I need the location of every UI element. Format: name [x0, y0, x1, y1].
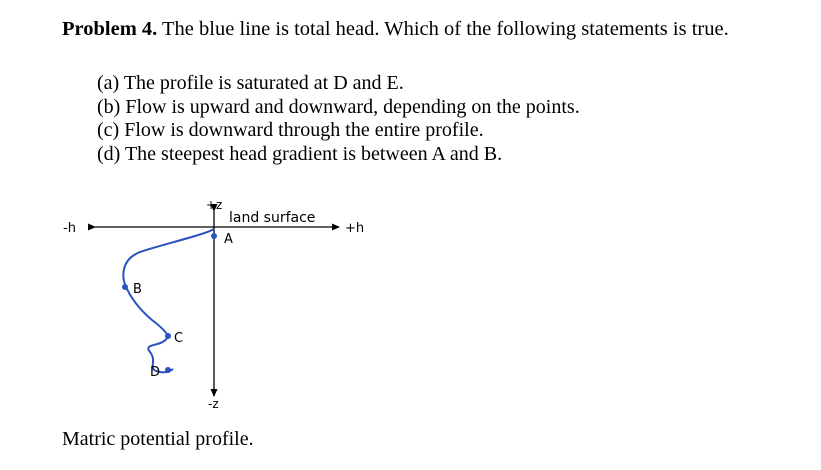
land-surface-label: land surface — [229, 210, 316, 226]
point-d-marker — [165, 367, 171, 373]
option-b: (b) Flow is upward and downward, depending on the points. — [97, 95, 580, 118]
problem-text: The blue line is total head. Which of the following statements is true. — [157, 18, 729, 40]
option-d: (d) The steepest head gradient is between A and B. — [97, 142, 503, 165]
point-c-marker — [165, 333, 171, 339]
point-c-label: C — [174, 331, 184, 346]
problem-number: Problem 4. — [62, 18, 158, 40]
option-a: (a) The profile is saturated at D and E. — [97, 72, 404, 94]
point-b-label: B — [133, 282, 142, 297]
neg-h-label: -h — [63, 221, 76, 236]
option-c: (c) Flow is downward through the entire profile. — [97, 119, 484, 141]
point-a-label: A — [224, 232, 233, 247]
pos-z-label: +z — [206, 198, 223, 212]
figure-caption: Matric potential profile. — [62, 428, 254, 450]
total-head-line — [123, 229, 214, 372]
point-b-marker — [122, 284, 128, 290]
point-a-marker — [211, 233, 217, 239]
pos-h-label: +h — [345, 221, 365, 236]
point-d-label: D — [150, 365, 161, 380]
neg-z-label: -z — [208, 397, 219, 411]
